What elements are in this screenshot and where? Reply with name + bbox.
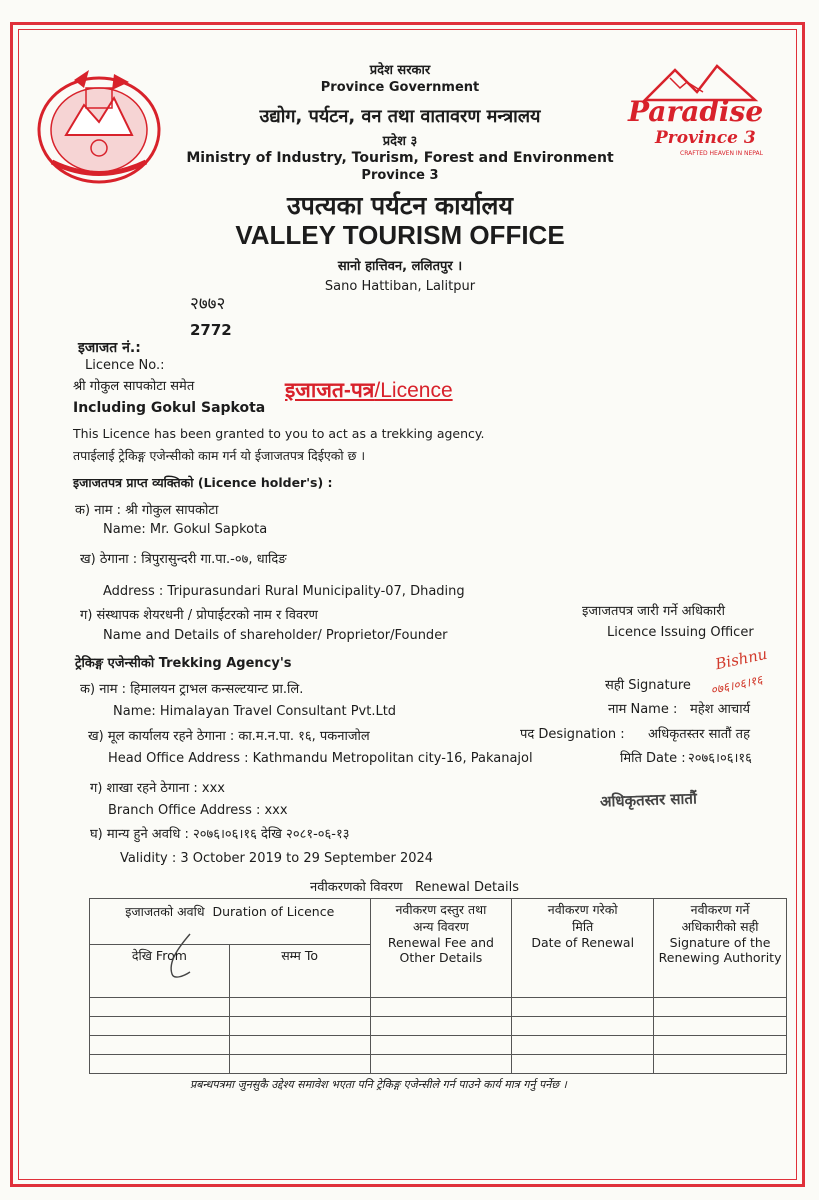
granted-np: तपाईलाई ट्रेकिङ्ग एजेन्सीको काम गर्न यो ईजाजतपत्र दिईएको छ । <box>73 448 366 463</box>
col4-en1: Signature of the <box>669 935 771 950</box>
office-np: उपत्यका पर्यटन कार्यालय <box>286 191 513 220</box>
logo-paradise-text: Paradise <box>628 95 764 128</box>
licence-label-en: Licence No.: <box>85 358 165 373</box>
licence-title-en: /Licence <box>374 379 453 402</box>
col4-np2: अधिकारीको सही <box>681 919 759 934</box>
validity-en: Validity : 3 October 2019 to 29 September 2024 <box>120 851 434 866</box>
date-label: मिति Date : <box>620 751 686 766</box>
holder-address-en: Address : Tripurasundari Rural Municipality-07, Dhading <box>103 584 465 599</box>
signature-label: सही Signature <box>605 678 691 693</box>
renewal-title-np: नवीकरणको विवरण <box>310 880 403 895</box>
officer-heading-np: इजाजतपत्र जारी गर्ने अधिकारी <box>582 604 725 619</box>
holder-name-np: क) नाम : श्री गोकुल सापकोटा <box>75 503 219 518</box>
province-en: Province 3 <box>361 168 439 183</box>
col3-np2: मिति <box>572 919 594 934</box>
officer-name-label: नाम Name : <box>608 702 678 717</box>
renewal-title-en: Renewal Details <box>414 880 520 895</box>
head-office-en: Head Office Address : Kathmandu Metropolitan city-16, Pakanajol <box>108 751 533 766</box>
table-row <box>90 1055 787 1074</box>
agency-section: ट्रेकिङ्ग एजेन्सीको Trekking Agency's <box>75 656 292 671</box>
holder-section: इजाजतपत्र प्राप्त व्यक्तिको (Licence holder's) : <box>73 475 333 490</box>
shareholder-en: Name and Details of shareholder/ Proprietor/Founder <box>103 628 448 643</box>
province-np: प्रदेश ३ <box>382 134 418 149</box>
agency-name-en: Name: Himalayan Travel Consultant Pvt.Ltd <box>113 704 397 719</box>
licence-title <box>285 376 453 404</box>
col2-en1: Renewal Fee and <box>387 935 494 950</box>
granted-en: This Licence has been granted to you to act as a trekking agency. <box>73 426 485 441</box>
signature-scrawl: Bishnu <box>713 644 769 674</box>
renewal-title <box>310 877 519 895</box>
table-row <box>90 998 787 1017</box>
designation-label: पद Designation : <box>520 727 625 742</box>
branch-en: Branch Office Address : xxx <box>108 803 288 818</box>
licence-label-np: इजाजत नं.: <box>78 340 141 356</box>
col-date-header <box>512 899 654 998</box>
shareholder-np: ग) संस्थापक शेयरधनी / प्रोपाईटरको नाम र विवरण <box>80 608 318 623</box>
nepal-coat-of-arms-icon <box>24 60 174 190</box>
officer-heading-en: Licence Issuing Officer <box>607 625 754 640</box>
col2-np1: नवीकरण दस्तुर तथा <box>395 902 487 917</box>
col-from-header: देखि From <box>90 945 230 998</box>
province-gov-en: Province Government <box>320 80 480 95</box>
address-en: Sano Hattiban, Lalitpur <box>324 279 476 294</box>
col2-np2: अन्य विवरण <box>413 919 469 934</box>
address-np: सानो हात्तिवन, ललितपुर । <box>337 259 463 274</box>
col3-np1: नवीकरण गरेको <box>547 902 618 917</box>
province-gov-np: प्रदेश सरकार <box>369 63 431 78</box>
officer-name-value: महेश आचार्य <box>690 702 751 717</box>
office-en: VALLEY TOURISM OFFICE <box>235 220 565 250</box>
col4-np1: नवीकरण गर्ने <box>690 902 750 917</box>
footer-note: प्रबन्धपत्रमा जुनसुकै उद्देश्य समावेश भएता पनि ट्रेकिङ्ग एजेन्सीले गर्न पाउने कार्य मात्र गर्नु पर्नेछ । <box>190 1078 567 1091</box>
holder-address-np: ख) ठेगाना : त्रिपुरासुन्दरी गा.पा.-०७, धादिङ <box>80 552 287 567</box>
col-fee-header <box>370 899 512 998</box>
hand-stroke-mark <box>160 930 230 990</box>
holder-en: Including Gokul Sapkota <box>73 400 266 416</box>
col2-en2: Other Details <box>399 950 483 965</box>
date-value: २०७६।०६।१६ <box>688 751 752 766</box>
licence-number-np: २७७२ <box>190 294 226 314</box>
table-row <box>90 1036 787 1055</box>
holder-name-en: Name: Mr. Gokul Sapkota <box>103 522 268 537</box>
logo-province-text: Province 3 <box>655 128 756 148</box>
head-office-np: ख) मूल कार्यालय रहने ठेगाना : का.म.न.पा. १६, पकनाजोल <box>88 729 370 744</box>
col-to-header: सम्म To <box>229 945 370 998</box>
signature-date: ०७६।०६।१६ <box>709 672 764 698</box>
branch-np: ग) शाखा रहने ठेगाना : xxx <box>90 781 225 796</box>
col3-en: Date of Renewal <box>531 935 635 950</box>
holder-np: श्री गोकुल सापकोटा समेत <box>73 379 195 394</box>
agency-name-np: क) नाम : हिमालयन ट्राभल कन्सल्टयान्ट प्रा.लि. <box>80 682 304 697</box>
ministry-en: Ministry of Industry, Tourism, Forest and Environment <box>186 150 614 166</box>
designation-value: अधिकृतस्तर सातौं तह <box>648 727 750 742</box>
officer-stamp: अधिकृतस्तर सातौं <box>599 789 698 811</box>
validity-np: घ) मान्य हुने अवधि : २०७६।०६।१६ देखि २०८१-०६-१३ <box>90 827 350 842</box>
logo-tagline: CRAFTED HEAVEN IN NEPAL <box>680 150 763 157</box>
licence-title-np: इजाजत-पत्र <box>285 379 375 402</box>
col4-en2: Renewing Authority <box>658 950 782 965</box>
col1-np: इजाजतको अवधि <box>125 904 205 919</box>
col1-en: Duration of Licence <box>212 904 335 919</box>
ministry-np: उद्योग, पर्यटन, वन तथा वातावरण मन्त्रालय <box>259 106 541 127</box>
table-row <box>90 1017 787 1036</box>
col-signature-header <box>654 899 787 998</box>
licence-number-en: 2772 <box>190 321 232 339</box>
